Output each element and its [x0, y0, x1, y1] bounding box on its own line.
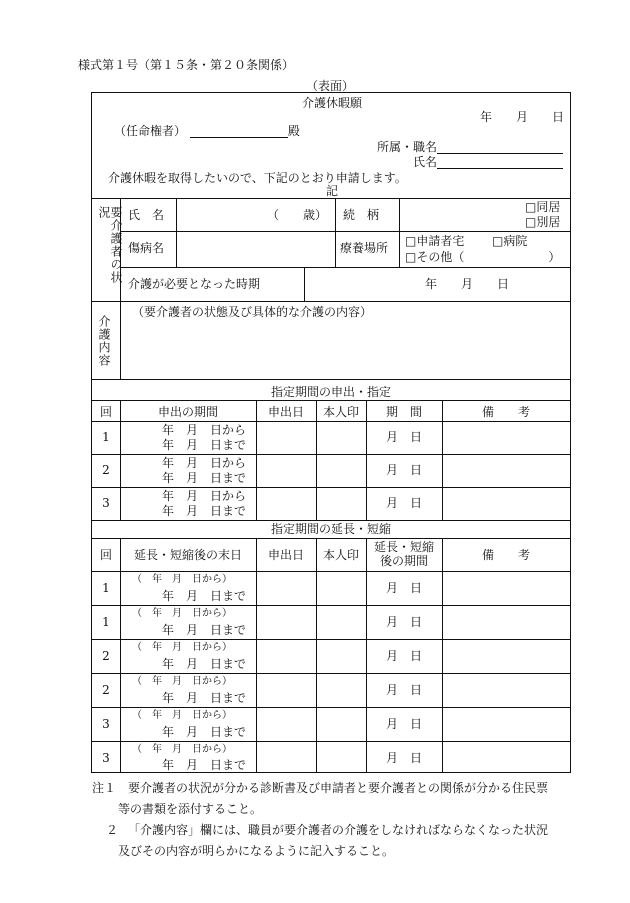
extension-row-period[interactable]: 月 日 [385, 581, 422, 595]
extension-row-to[interactable]: 年 月 日まで [162, 691, 247, 705]
date-line[interactable]: 年 月 日 [480, 110, 565, 124]
illness-label: 傷病名 [128, 241, 165, 255]
designation-row-no: 2 [102, 463, 110, 477]
need-since-date[interactable]: 年 月 日 [425, 277, 510, 291]
extension-row-no: 1 [102, 581, 110, 595]
extension-header-term: 延長・短縮 後の期間 [373, 540, 434, 569]
extension-title: 指定期間の延長・短縮 [270, 522, 391, 536]
designation-row-to[interactable]: 年 月 日まで [162, 438, 247, 452]
designation-header-period: 申出の期間 [157, 405, 218, 419]
place-home-checkbox[interactable]: □申請者宅 [405, 234, 465, 248]
extension-row-to[interactable]: 年 月 日まで [162, 589, 247, 603]
note-2-line1: 「介護内容」欄には、職員が要介護者の介護をしなければならなくなった状況 [128, 823, 549, 837]
care-place-label: 療養場所 [340, 241, 389, 255]
designation-row-period[interactable]: 月 日 [385, 496, 422, 510]
note-1-label: 注１ [92, 781, 117, 795]
designation-row-period[interactable]: 月 日 [385, 463, 422, 477]
applicant-name-label: 氏名 [413, 155, 438, 169]
extension-row-to[interactable]: 年 月 日まで [162, 758, 247, 772]
note-2-label: ２ [106, 823, 119, 837]
ki-label: 記 [325, 184, 338, 198]
request-text: 介護休暇を取得したいので、下記のとおり申請します。 [108, 171, 407, 185]
relation-label: 続 柄 [343, 208, 380, 222]
extension-row-to[interactable]: 年 月 日まで [162, 657, 247, 671]
designation-row-to[interactable]: 年 月 日まで [162, 471, 247, 485]
designation-row-from[interactable]: 年 月 日から [162, 489, 247, 503]
designation-header-date: 申出日 [267, 405, 304, 419]
extension-header-seal: 本人印 [322, 548, 359, 562]
extension-row-period[interactable]: 月 日 [385, 683, 422, 697]
applicant-name-row [413, 155, 563, 169]
extension-header-no: 回 [99, 548, 112, 562]
designation-row-period[interactable]: 月 日 [385, 430, 422, 444]
extension-row-no: 3 [102, 717, 110, 731]
extension-row-from[interactable]: （ 年 月 日から） [132, 608, 232, 619]
recipient-age[interactable]: （ 歳） [267, 208, 328, 222]
illness-field[interactable] [180, 234, 330, 264]
extension-row-to[interactable]: 年 月 日まで [162, 725, 247, 739]
extension-row-period[interactable]: 月 日 [385, 649, 422, 663]
designation-header-seal: 本人印 [322, 405, 359, 419]
extension-header-end-date: 延長・短縮後の末日 [133, 548, 242, 562]
extension-row-from[interactable]: （ 年 月 日から） [132, 744, 232, 755]
designation-row-to[interactable]: 年 月 日まで [162, 504, 247, 518]
extension-row-from[interactable]: （ 年 月 日から） [132, 710, 232, 721]
living-together-checkbox[interactable]: □同居 [525, 200, 561, 214]
need-since-label: 介護が必要となった時期 [128, 277, 261, 291]
note-1-line2: 等の書類を添付すること。 [118, 802, 263, 816]
extension-header-remarks: 備 考 [481, 548, 530, 562]
care-recipient-section-label: 要介護者の状況 [97, 206, 123, 284]
designation-row-no: 1 [102, 430, 110, 444]
extension-row-no: 2 [102, 683, 110, 697]
affiliation-label: 所属・職名 [377, 140, 438, 154]
applicant-name-field[interactable] [437, 156, 563, 169]
living-apart-checkbox[interactable]: □別居 [525, 215, 561, 229]
appointer-honorific: 殿 [287, 124, 300, 138]
relation-field[interactable] [403, 200, 523, 228]
extension-row-period[interactable]: 月 日 [385, 717, 422, 731]
extension-row-from[interactable]: （ 年 月 日から） [132, 676, 232, 687]
appointer-row [114, 124, 300, 138]
place-hospital-checkbox[interactable]: □病院 [492, 234, 528, 248]
leave-request-form [91, 92, 571, 773]
note-2-line2: 及びその内容が明らかになるように記入すること。 [118, 844, 395, 858]
side-label: （表面） [305, 79, 354, 93]
extension-row-no: 2 [102, 649, 110, 663]
recipient-name-label: 氏 名 [128, 208, 165, 222]
extension-row-from[interactable]: （ 年 月 日から） [132, 574, 232, 585]
extension-row-period[interactable]: 月 日 [385, 615, 422, 629]
designation-header-no: 回 [99, 405, 112, 419]
designation-row-no: 3 [102, 496, 110, 510]
extension-row-no: 1 [102, 615, 110, 629]
extension-row-no: 3 [102, 751, 110, 765]
extension-row-to[interactable]: 年 月 日まで [162, 623, 247, 637]
extension-row-from[interactable]: （ 年 月 日から） [132, 642, 232, 653]
form-title: 介護休暇願 [301, 96, 362, 110]
designation-row-from[interactable]: 年 月 日から [162, 456, 247, 470]
affiliation-field[interactable] [437, 141, 563, 154]
designation-row-from[interactable]: 年 月 日から [162, 423, 247, 437]
extension-row-period[interactable]: 月 日 [385, 751, 422, 765]
designation-header-remarks: 備 考 [481, 405, 530, 419]
appointer-label: （任命権者） [114, 124, 187, 138]
designation-title: 指定期間の申出・指定 [270, 385, 391, 399]
form-number: 様式第１号（第１５条・第２０条関係） [78, 58, 295, 72]
appointer-field[interactable] [190, 125, 288, 138]
extension-header-date: 申出日 [267, 548, 304, 562]
care-content-section-label: 介護内容 [97, 315, 111, 367]
designation-header-term: 期 間 [385, 405, 422, 419]
care-content-field[interactable] [124, 321, 564, 375]
care-content-hint: （要介護者の状態及び具体的な介護の内容） [132, 305, 373, 319]
affiliation-row [377, 140, 563, 154]
note-1-line1: 要介護者の状況が分かる診断書及び申請者と要介護者との関係が分かる住民票 [128, 781, 549, 795]
place-other-checkbox[interactable]: □その他（ ） [405, 250, 561, 264]
